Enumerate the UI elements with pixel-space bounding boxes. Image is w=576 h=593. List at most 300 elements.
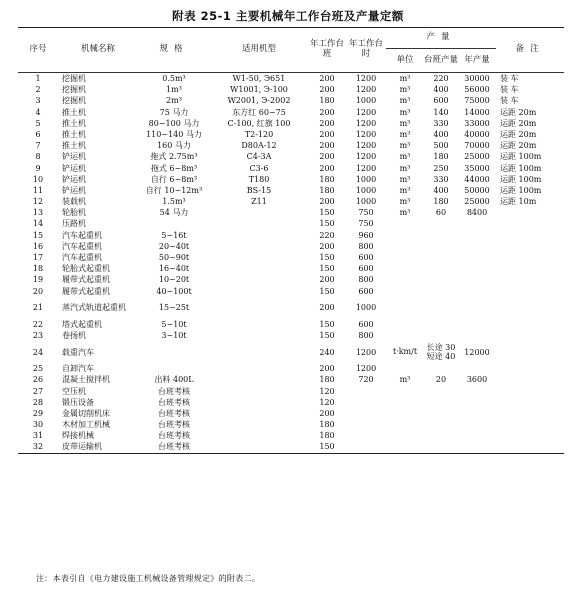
- cell-remark: [496, 252, 564, 263]
- cell-annual-output: 30000: [464, 74, 490, 83]
- cell-unit: [386, 263, 424, 274]
- cell-hours: [346, 441, 386, 453]
- cell-unit: m³: [399, 375, 411, 385]
- cell-seq: 15: [32, 230, 44, 240]
- cell-remark: 运距 10m: [500, 197, 537, 207]
- cell-shift-output: [424, 386, 458, 397]
- cell-spec: 160 马力: [157, 141, 191, 151]
- cell-annual-output: [458, 263, 496, 274]
- header-unit: 单位: [386, 49, 424, 73]
- cell-annual-output: [458, 252, 496, 263]
- cell-model: [210, 297, 308, 319]
- cell-shift-output: [424, 330, 458, 341]
- cell-hours: 1200: [355, 74, 377, 83]
- cell-hours: [346, 430, 386, 441]
- cell-remark: 运距 20m: [500, 129, 537, 139]
- cell-name: 汽车起重机: [62, 241, 102, 251]
- cell-shift-output: [424, 419, 458, 430]
- cell-name: 皮带运输机: [62, 442, 102, 452]
- cell-remark: 运距 20m: [500, 107, 537, 117]
- cell-shift-output: 400: [433, 85, 449, 95]
- cell-seq: 27: [32, 386, 44, 396]
- cell-spec: 拖式 2.75m³: [150, 152, 198, 162]
- cell-name: 铲运机: [62, 185, 86, 195]
- machine-quota-table: [18, 27, 564, 454]
- cell-shifts: 200: [319, 303, 335, 313]
- cell-seq: 30: [32, 420, 44, 430]
- cell-shifts: 150: [319, 319, 335, 329]
- header-hours: 年工作台时: [346, 28, 386, 73]
- cell-remark: 运距 100m: [500, 163, 542, 173]
- cell-model: [210, 430, 308, 441]
- cell-model: W1001, Э-100: [230, 85, 288, 95]
- cell-hours: 800: [358, 330, 374, 340]
- cell-seq: 3: [35, 96, 41, 106]
- cell-shifts: 150: [319, 208, 335, 218]
- cell-shifts: 200: [319, 118, 335, 128]
- cell-unit: m³: [399, 107, 411, 117]
- cell-annual-output: [458, 286, 496, 297]
- table-row: [18, 430, 564, 441]
- cell-shifts: 180: [319, 96, 335, 106]
- cell-hours: 960: [358, 230, 374, 240]
- cell-shifts: 150: [319, 330, 335, 340]
- table-body: [18, 73, 564, 454]
- cell-hours: 750: [358, 208, 374, 218]
- cell-remark: [496, 397, 564, 408]
- cell-annual-output: [458, 419, 496, 430]
- cell-shifts: 150: [319, 264, 335, 274]
- table-row: [18, 73, 564, 85]
- cell-name: 履带式起重机: [62, 275, 110, 285]
- cell-name: 推土机: [62, 129, 86, 139]
- cell-name: 蒸汽式轨道起重机: [62, 302, 126, 312]
- cell-remark: [496, 341, 564, 363]
- cell-model: [210, 274, 308, 285]
- table-row: [18, 174, 564, 185]
- cell-name: 挖掘机: [62, 74, 86, 83]
- cell-remark: 运距 20m: [500, 118, 537, 128]
- cell-annual-output: 56000: [464, 85, 490, 95]
- cell-remark: [496, 374, 564, 385]
- cell-spec: 54 马力: [159, 208, 189, 218]
- header-shift-output: 台班产量: [424, 49, 458, 73]
- cell-shifts: 180: [319, 185, 335, 195]
- cell-spec: 40~100t: [156, 286, 192, 296]
- cell-seq: 14: [32, 219, 44, 229]
- cell-name: 推土机: [62, 118, 86, 128]
- cell-shifts: 200: [319, 408, 335, 418]
- cell-seq: 9: [35, 163, 41, 173]
- table-title: 附表 25-1 主要机械年工作台班及产量定额: [172, 9, 404, 23]
- cell-shift-output: 220: [433, 74, 449, 83]
- cell-seq: 21: [32, 303, 44, 313]
- cell-shift-output: [424, 230, 458, 241]
- cell-spec: 15~25t: [158, 303, 190, 313]
- cell-model: C-100, 红旗 100: [227, 118, 291, 128]
- cell-unit: [386, 363, 424, 374]
- cell-annual-output: [458, 430, 496, 441]
- table-row: [18, 84, 564, 95]
- cell-annual-output: 35000: [464, 163, 490, 173]
- cell-shifts: 200: [319, 364, 335, 374]
- cell-spec: 5~16t: [161, 230, 187, 240]
- cell-spec: 10~20t: [158, 275, 190, 285]
- cell-shift-output: 180: [433, 152, 449, 162]
- cell-remark: [496, 408, 564, 419]
- cell-seq: 25: [32, 364, 44, 374]
- cell-name: 焊接机械: [62, 431, 94, 441]
- header-shifts: 年工作台班: [308, 28, 346, 73]
- cell-name: 轮胎式起重机: [62, 264, 110, 274]
- cell-model: [210, 218, 308, 229]
- cell-annual-output: 50000: [464, 185, 490, 195]
- cell-shifts: 150: [319, 253, 335, 262]
- cell-unit: m³: [399, 74, 411, 83]
- footnote: 注：本表引自《电力建设施工机械设备管理规定》的附表二。: [36, 574, 261, 583]
- cell-annual-output: 33000: [464, 118, 490, 128]
- table-row: [18, 441, 564, 453]
- cell-spec: 台班考核: [158, 442, 190, 452]
- cell-annual-output: 40000: [464, 129, 490, 139]
- table-row: [18, 163, 564, 174]
- cell-seq: 24: [32, 347, 44, 357]
- cell-unit: [386, 286, 424, 297]
- cell-shifts: 200: [319, 197, 335, 207]
- cell-annual-output: [458, 330, 496, 341]
- cell-shift-output: 400: [433, 129, 449, 139]
- cell-model: [210, 363, 308, 374]
- cell-remark: 运距 20m: [500, 141, 537, 151]
- cell-shifts: 150: [319, 219, 335, 229]
- cell-hours: 600: [358, 319, 374, 329]
- cell-model: W2001, Э-2002: [227, 96, 291, 106]
- cell-hours: 1200: [355, 364, 377, 374]
- cell-spec: 自行 6~8m³: [150, 174, 198, 184]
- cell-spec: [138, 363, 210, 374]
- table-row: [18, 140, 564, 151]
- table-row: [18, 252, 564, 263]
- cell-shift-output: [424, 274, 458, 285]
- cell-unit: m³: [399, 96, 411, 106]
- table-row: [18, 319, 564, 330]
- cell-annual-output: 75000: [464, 96, 490, 106]
- cell-name: 自卸汽车: [62, 364, 94, 374]
- cell-remark: [496, 297, 564, 319]
- cell-name: 装载机: [62, 197, 86, 207]
- cell-unit: m³: [399, 174, 411, 184]
- cell-hours: 800: [358, 241, 374, 251]
- header-output: 产量: [386, 28, 496, 49]
- cell-spec: 台班考核: [158, 420, 190, 430]
- cell-unit: [386, 218, 424, 229]
- cell-annual-output: 3600: [466, 375, 488, 385]
- cell-name: 混凝土搅拌机: [62, 375, 110, 385]
- cell-name: 铲运机: [62, 174, 86, 184]
- cell-annual-output: 70000: [464, 141, 490, 151]
- cell-unit: m³: [399, 85, 411, 95]
- cell-spec: 80~100 马力: [148, 118, 200, 128]
- cell-spec: 1.5m³: [162, 197, 186, 207]
- table-row: [18, 397, 564, 408]
- cell-remark: [496, 218, 564, 229]
- cell-annual-output: [458, 386, 496, 397]
- cell-shifts: 200: [319, 129, 335, 139]
- cell-shift-output: [424, 286, 458, 297]
- cell-unit: [386, 252, 424, 263]
- cell-model: BS-15: [246, 185, 272, 195]
- cell-remark: [496, 207, 564, 218]
- cell-seq: 32: [32, 442, 44, 452]
- cell-unit: [386, 230, 424, 241]
- cell-unit: [386, 408, 424, 419]
- cell-shifts: 200: [319, 74, 335, 83]
- cell-remark: [496, 241, 564, 252]
- cell-model: [210, 408, 308, 419]
- cell-name: 卷扬机: [62, 330, 86, 340]
- cell-shift-output: [424, 241, 458, 252]
- table-row: [18, 419, 564, 430]
- cell-seq: 26: [32, 375, 44, 385]
- table-row: [18, 207, 564, 218]
- header-annual-output: 年产量: [458, 49, 496, 73]
- cell-remark: 运距 100m: [500, 185, 542, 195]
- cell-hours: 1200: [355, 163, 377, 173]
- cell-unit: [386, 397, 424, 408]
- cell-remark: 装 车: [500, 74, 519, 83]
- cell-seq: 12: [32, 197, 44, 207]
- cell-annual-output: 12000: [464, 347, 490, 357]
- cell-seq: 11: [32, 185, 44, 195]
- cell-shift-output: [424, 252, 458, 263]
- cell-remark: [496, 286, 564, 297]
- cell-model: [210, 419, 308, 430]
- cell-shifts: 180: [319, 420, 335, 430]
- cell-unit: m³: [399, 197, 411, 207]
- cell-hours: 1200: [355, 107, 377, 117]
- cell-unit: m³: [399, 208, 411, 218]
- cell-unit: [386, 441, 424, 453]
- cell-spec: 2m³: [166, 96, 182, 106]
- cell-model: [210, 374, 308, 385]
- cell-shift-output: 330: [433, 174, 449, 184]
- table-row: [18, 185, 564, 196]
- cell-name: 轮胎机: [62, 208, 86, 218]
- table-row: [18, 151, 564, 162]
- table-row: [18, 330, 564, 341]
- cell-spec: 16~40t: [158, 264, 190, 274]
- cell-spec: 3~10t: [161, 330, 187, 340]
- cell-name: 挖掘机: [62, 85, 86, 95]
- cell-spec: 拖式 6~8m³: [150, 163, 198, 173]
- cell-hours: 1000: [355, 174, 377, 184]
- table-row: [18, 363, 564, 374]
- cell-name: 载重汽车: [62, 347, 94, 357]
- cell-shifts: 200: [319, 241, 335, 251]
- cell-unit: [386, 241, 424, 252]
- table-row: [18, 241, 564, 252]
- cell-shifts: 200: [319, 275, 335, 285]
- cell-shift-output: [424, 397, 458, 408]
- cell-model: [210, 330, 308, 341]
- cell-shift-output: [424, 363, 458, 374]
- cell-name: 推土机: [62, 141, 86, 151]
- cell-shift-output: [424, 408, 458, 419]
- cell-model: 东方红 60~75: [232, 107, 286, 117]
- cell-shifts: 150: [319, 442, 335, 452]
- header-model: 适用机型: [210, 28, 308, 73]
- cell-seq: 5: [35, 118, 41, 128]
- cell-model: Z11: [251, 197, 267, 207]
- header-spec: 规格: [138, 28, 210, 73]
- cell-seq: 7: [35, 141, 41, 151]
- cell-hours: 1200: [355, 141, 377, 151]
- table-row: [18, 374, 564, 385]
- table-row: [18, 196, 564, 207]
- cell-spec: 75 马力: [159, 107, 189, 117]
- cell-remark: [496, 441, 564, 453]
- table-row: [18, 274, 564, 285]
- cell-remark: [496, 363, 564, 374]
- cell-seq: 23: [32, 330, 44, 340]
- cell-seq: 20: [32, 286, 44, 296]
- cell-hours: 720: [358, 375, 374, 385]
- cell-hours: [346, 386, 386, 397]
- cell-model: C4-3A: [246, 152, 272, 162]
- header-remark: 备注: [496, 28, 564, 73]
- table-row: [18, 263, 564, 274]
- cell-annual-output: 25000: [464, 197, 490, 207]
- cell-model: C3-6: [249, 163, 269, 173]
- table-row: [18, 230, 564, 241]
- cell-model: [210, 207, 308, 218]
- cell-unit: m³: [399, 163, 411, 173]
- cell-annual-output: 14000: [464, 107, 490, 117]
- cell-unit: m³: [399, 152, 411, 162]
- cell-unit: m³: [399, 141, 411, 151]
- cell-seq: 10: [32, 174, 44, 184]
- cell-hours: 750: [358, 219, 374, 229]
- header-name: 机械名称: [58, 28, 138, 73]
- cell-shifts: 180: [319, 431, 335, 441]
- cell-spec: 20~40t: [158, 241, 190, 251]
- table-row: [18, 95, 564, 106]
- cell-annual-output: [458, 319, 496, 330]
- cell-hours: 1000: [355, 303, 377, 313]
- table-row: [18, 129, 564, 140]
- cell-model: [210, 241, 308, 252]
- cell-seq: 1: [35, 74, 41, 83]
- cell-name: 汽车起重机: [62, 253, 102, 262]
- cell-shift-output: 250: [433, 163, 449, 173]
- table-row: [18, 408, 564, 419]
- cell-spec: [138, 218, 210, 229]
- cell-shifts: 120: [319, 386, 335, 396]
- cell-shifts: 200: [319, 152, 335, 162]
- table-row: [18, 286, 564, 297]
- cell-model: [210, 286, 308, 297]
- cell-annual-output: [458, 297, 496, 319]
- cell-hours: [346, 419, 386, 430]
- cell-hours: 1200: [355, 85, 377, 95]
- cell-seq: 22: [32, 319, 44, 329]
- cell-shift-output: [424, 263, 458, 274]
- cell-seq: 6: [35, 129, 41, 139]
- cell-name: 木材加工机械: [62, 420, 110, 430]
- cell-shifts: 200: [319, 107, 335, 117]
- cell-remark: 运距 100m: [500, 152, 542, 162]
- cell-seq: 28: [32, 397, 44, 407]
- cell-remark: [496, 419, 564, 430]
- cell-unit: [386, 274, 424, 285]
- cell-name: 锻压设备: [62, 397, 94, 407]
- cell-model: [210, 252, 308, 263]
- cell-name: 空压机: [62, 386, 86, 396]
- cell-name: 铲运机: [62, 163, 86, 173]
- cell-model: [210, 263, 308, 274]
- cell-seq: 4: [35, 107, 41, 117]
- cell-annual-output: [458, 230, 496, 241]
- cell-name: 压路机: [62, 219, 86, 229]
- cell-spec: 自行 10~12m³: [145, 185, 203, 195]
- cell-shift-output: 60: [435, 208, 447, 218]
- cell-model: [210, 386, 308, 397]
- cell-remark: [496, 430, 564, 441]
- cell-spec: 台班考核: [158, 386, 190, 396]
- cell-seq: 19: [32, 275, 44, 285]
- cell-hours: 800: [358, 275, 374, 285]
- cell-hours: [346, 408, 386, 419]
- cell-hours: 1000: [355, 185, 377, 195]
- cell-hours: 1000: [355, 197, 377, 207]
- cell-seq: 31: [32, 431, 44, 441]
- cell-shift-output: [424, 430, 458, 441]
- cell-shift-output: 330: [433, 118, 449, 128]
- cell-seq: 18: [32, 264, 44, 274]
- cell-remark: [496, 230, 564, 241]
- cell-shift-output: 400: [433, 185, 449, 195]
- cell-shift-output: 140: [433, 107, 449, 117]
- cell-shifts: 200: [319, 163, 335, 173]
- cell-shifts: 200: [319, 141, 335, 151]
- cell-spec: 台班考核: [158, 431, 190, 441]
- cell-seq: 8: [35, 152, 41, 162]
- cell-name: 汽车起重机: [62, 230, 102, 240]
- cell-hours: 1200: [355, 152, 377, 162]
- cell-model: D80A-12: [241, 141, 277, 151]
- cell-spec: 110~140 马力: [146, 129, 202, 139]
- cell-annual-output: [458, 441, 496, 453]
- cell-spec: 5~10t: [161, 319, 187, 329]
- cell-remark: [496, 263, 564, 274]
- cell-spec: [138, 341, 210, 363]
- cell-shifts: 180: [319, 174, 335, 184]
- cell-unit: [386, 330, 424, 341]
- cell-hours: 1200: [355, 129, 377, 139]
- cell-shifts: 220: [319, 230, 335, 240]
- cell-name: 挖掘机: [62, 96, 86, 106]
- cell-model: [210, 341, 308, 363]
- cell-remark: [496, 274, 564, 285]
- cell-shifts: 200: [319, 85, 335, 95]
- cell-remark: 装 车: [500, 85, 519, 95]
- cell-unit: [386, 297, 424, 319]
- cell-name: 铲运机: [62, 152, 86, 162]
- cell-shift-output: [424, 441, 458, 453]
- cell-hours: 1200: [355, 118, 377, 128]
- cell-remark: [496, 319, 564, 330]
- cell-unit: [386, 319, 424, 330]
